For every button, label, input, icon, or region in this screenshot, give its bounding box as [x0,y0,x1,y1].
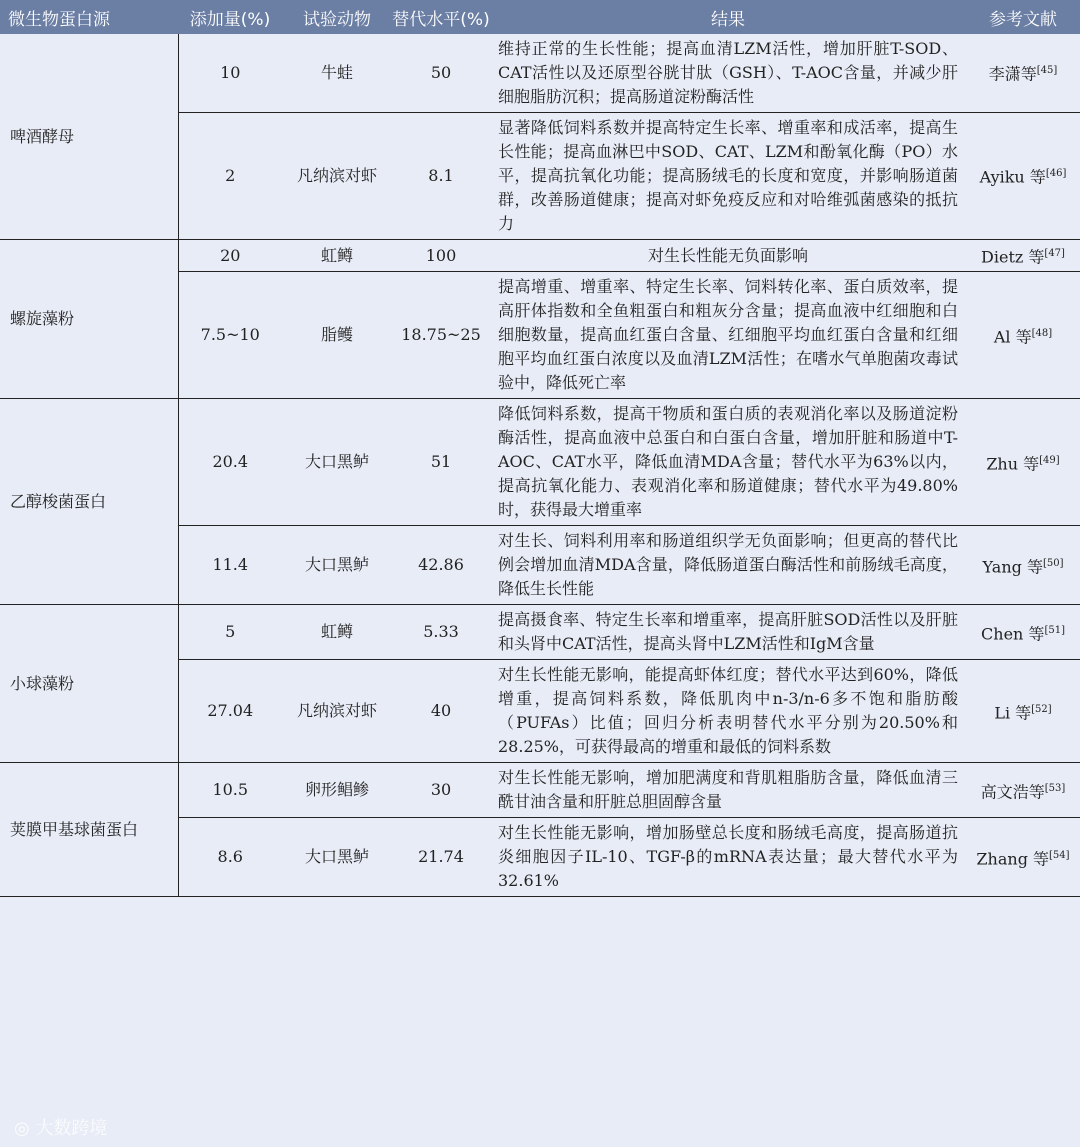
cell-reference [966,763,1080,818]
reference-number: [52] [1031,703,1052,715]
reference-author: Yang 等 [982,556,1043,576]
table-row [0,34,1080,113]
cell-animal: 凡纳滨对虾 [282,113,392,240]
cell-dose: 5 [178,605,282,660]
header-dose: 添加量(%) [178,0,282,34]
cell-level: 21.74 [392,818,490,897]
cell-reference [966,272,1080,399]
header-source: 微生物蛋白源 [0,0,178,34]
table-row [0,240,1080,272]
cell-animal: 大口黑鲈 [282,818,392,897]
cell-dose: 7.5~10 [178,272,282,399]
cell-dose: 20 [178,240,282,272]
table-row [0,605,1080,660]
header-reference: 参考文献 [966,0,1080,34]
cell-animal: 脂鳠 [282,272,392,399]
reference-number: [45] [1036,65,1058,77]
reference-author: Chen 等 [981,623,1045,643]
cell-reference [966,526,1080,605]
cell-level: 5.33 [392,605,490,660]
cell-source: 荚膜甲基球菌蛋白 [0,763,178,897]
cell-result: 显著降低饲料系数并提高特定生长率、增重率和成活率，提高生长性能；提高血淋巴中SOD、CAT、LZM和酚氧化酶（PO）水平，提高抗氧化功能；提高肠绒毛的长度和宽度，并影响肠道菌群，改善肠道健康；提高对虾免疫反应和对哈维弧菌感染的抵抗力 [490,113,966,240]
cell-dose: 27.04 [178,660,282,763]
reference-author: Li 等 [994,702,1032,722]
cell-level: 40 [392,660,490,763]
cell-result: 对生长性能无影响，能提高虾体红度；替代水平达到60%，降低增重，提高饲料系数，降低肌肉中n-3/n-6多不饱和脂肪酸（PUFAs）比值；回归分析表明替代水平分别为20.50%和28.25%，可获得最高的增重和最低的饲料系数 [490,660,966,763]
header-level: 替代水平(%) [392,0,490,34]
reference-number: [48] [1031,327,1053,339]
reference-number: [47] [1044,248,1065,259]
cell-level: 51 [392,399,490,526]
reference-author: Zhang 等 [976,848,1050,868]
reference-number: [53] [1044,782,1066,794]
cell-reference [966,113,1080,240]
cell-reference [966,818,1080,897]
cell-result: 对生长性能无影响，增加肠壁总长度和肠绒毛高度，提高肠道抗炎细胞因子IL-10、TGF-β的mRNA表达量；最大替代水平为32.61% [490,818,966,897]
cell-dose: 20.4 [178,399,282,526]
reference-author: Al 等 [993,326,1032,346]
table-row [0,399,1080,526]
cell-dose: 11.4 [178,526,282,605]
cell-level: 100 [392,240,490,272]
cell-reference [966,240,1080,272]
cell-source: 小球藻粉 [0,605,178,763]
reference-author: Ayiku 等 [979,167,1046,187]
cell-animal: 牛蛙 [282,34,392,113]
cell-dose: 8.6 [178,818,282,897]
reference-number: [46] [1045,168,1067,180]
cell-result: 维持正常的生长性能；提高血清LZM活性，增加肝脏T-SOD、CAT活性以及还原型谷胱甘肽（GSH）、T-AOC含量，并减少肝细胞脂肪沉积；提高肠道淀粉酶活性 [490,34,966,113]
cell-reference [966,660,1080,763]
cell-animal: 卵形鲳鲹 [282,763,392,818]
reference-number: [51] [1044,624,1065,636]
watermark: ◎ 大数跨境 [14,1118,108,1139]
cell-level: 50 [392,34,490,113]
cell-reference [966,605,1080,660]
cell-level: 8.1 [392,113,490,240]
cell-reference [966,34,1080,113]
cell-result: 对生长、饲料利用率和肠道组织学无负面影响；但更高的替代比例会增加血清MDA含量，降低肠道蛋白酶活性和前肠绒毛高度，降低生长性能 [490,526,966,605]
cell-source: 螺旋藻粉 [0,240,178,399]
reference-number: [54] [1049,849,1070,861]
table-row [0,763,1080,818]
cell-source: 啤酒酵母 [0,34,178,240]
header-row [0,0,1080,34]
reference-author: Dietz 等 [981,247,1045,267]
cell-level: 42.86 [392,526,490,605]
reference-author: 李潇等 [988,64,1037,84]
cell-result: 提高摄食率、特定生长率和增重率，提高肝脏SOD活性以及肝脏和头肾中CAT活性，提高头肾中LZM活性和IgM含量 [490,605,966,660]
reference-number: [50] [1042,557,1064,569]
cell-dose: 2 [178,113,282,240]
cell-result: 提高增重、增重率、特定生长率、饲料转化率、蛋白质效率，提高肝体指数和全鱼粗蛋白和粗灰分含量；提高血液中红细胞和白细胞数量，提高血红蛋白含量、红细胞平均血红蛋白含量和红细胞平均血红蛋白浓度以及血清LZM活性；在嗜水气单胞菌攻毒试验中，降低死亡率 [490,272,966,399]
header-animal: 试验动物 [282,0,392,34]
reference-author: Zhu 等 [986,453,1040,473]
cell-animal: 凡纳滨对虾 [282,660,392,763]
cell-animal: 大口黑鲈 [282,526,392,605]
cell-result: 对生长性能无影响，增加肥满度和背肌粗脂肪含量，降低血清三酰甘油含量和肝脏总胆固醇含量 [490,763,966,818]
header-result: 结果 [490,0,966,34]
reference-author: 高文浩等 [980,781,1045,801]
cell-reference [966,399,1080,526]
cell-animal: 虹鳟 [282,605,392,660]
cell-result: 对生长性能无负面影响 [490,240,966,272]
table-body [0,34,1080,897]
watermark-icon: ◎ [14,1118,36,1139]
cell-level: 30 [392,763,490,818]
cell-animal: 大口黑鲈 [282,399,392,526]
cell-dose: 10.5 [178,763,282,818]
cell-result: 降低饲料系数，提高干物质和蛋白质的表观消化率以及肠道淀粉酶活性，提高血液中总蛋白和白蛋白含量，增加肝脏和肠道中T-AOC、CAT水平，降低血清MDA含量；替代水平为63%以内，提高抗氧化能力、表观消化率和肠道健康；替代水平为49.80%时，获得最大增重率 [490,399,966,526]
cell-dose: 10 [178,34,282,113]
cell-level: 18.75~25 [392,272,490,399]
cell-source: 乙醇梭菌蛋白 [0,399,178,605]
cell-animal: 虹鳟 [282,240,392,272]
reference-number: [49] [1039,454,1060,466]
